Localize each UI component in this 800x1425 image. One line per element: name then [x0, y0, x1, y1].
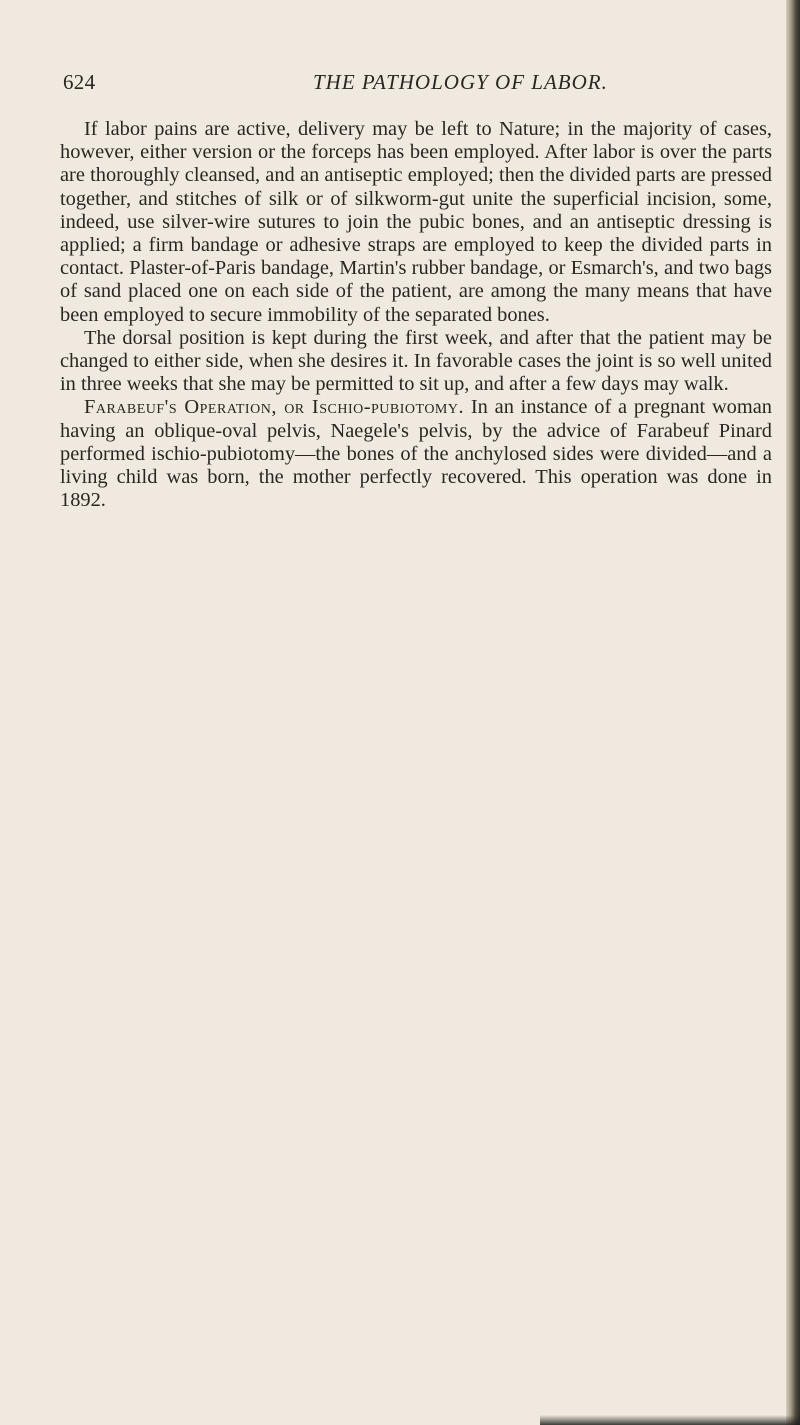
paragraph-position: The dorsal position is kept during the first week, and after that the patient may be changed to either side, when she desires it. In favorable cases the joint is so well united in three weeks that she may be permitted to sit up, and after a few days may walk.	[60, 326, 772, 396]
running-title: THE PATHOLOGY OF LABOR.	[313, 70, 608, 94]
page-edge-shadow	[786, 0, 800, 1425]
body-text	[60, 118, 772, 512]
page-header	[63, 70, 773, 98]
paragraph-aftercare: If labor pains are active, delivery may be left to Nature; in the majority of cases, however, either version or the forceps has been employed. After labor is over the parts are thoroughly cleansed, and an antiseptic employed; then the divided parts are pressed together, and stitches of silk or of silkworm-gut unite the superficial incision, some, indeed, use silver-wire sutures to join the pubic bones, and an antiseptic dressing is applied; a firm bandage or adhesive straps are employed to keep the divided parts in contact. Plaster-of-Paris bandage, Martin's rubber bandage, or Esmarch's, and two bags of sand placed one on each side of the patient, are among the many means that have been employed to secure immobility of the separated bones.	[60, 118, 772, 326]
paragraph-farabeuf	[60, 396, 772, 512]
page-number: 624	[63, 70, 96, 94]
section-text: In an instance of a pregnant woman having an oblique-oval pelvis, Naegele's pelvis, by the advice of Farabeuf Pinard performed ischio-pubiotomy—the bones of the anchylosed sides were divided—and a living child was born, the mother perfectly recovered. This operation was done in 1892.	[60, 396, 772, 512]
bottom-edge-shadow	[540, 1415, 800, 1425]
section-heading: Farabeuf's Operation, or Ischio-pubiotomy.	[84, 396, 465, 419]
